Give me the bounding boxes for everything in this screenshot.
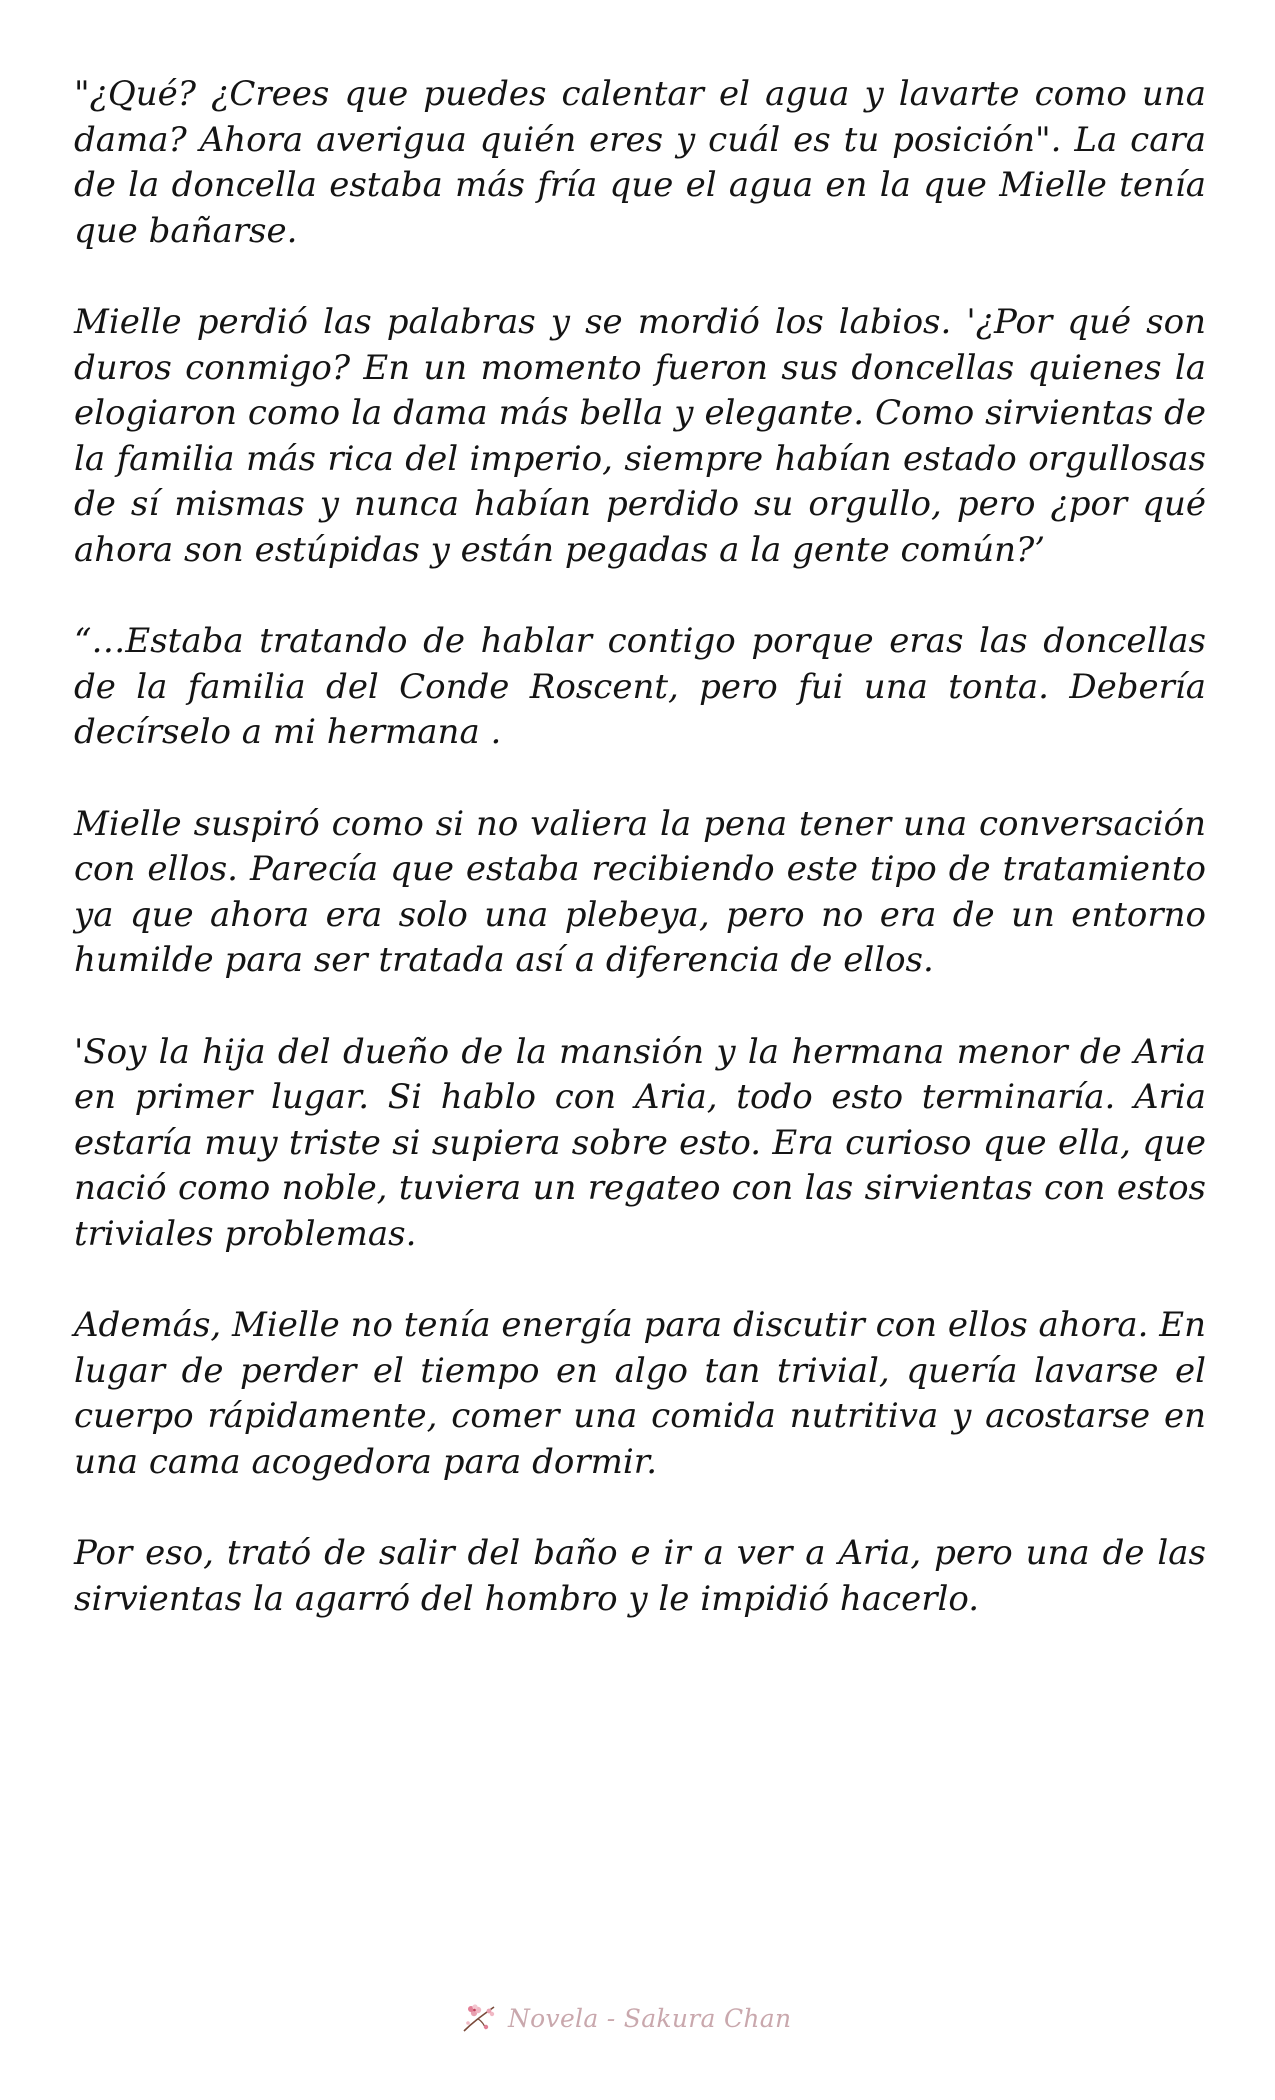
document-body bbox=[74, 72, 1206, 1668]
paragraph-1: "¿Qué? ¿Crees que puedes calentar el agua y lavarte como una dama? Ahora averigua quién eres y cuál es tu posición". La cara de la doncella estaba más fría que el agua en la que Mielle tenía que bañarse. bbox=[74, 74, 1206, 251]
paragraph-4: Mielle suspiró como si no valiera la pena tener una conversación con ellos. Parecía que estaba recibiendo este tipo de tratamiento ya que ahora era solo una plebeya, pero no era de un entorno humilde para ser tratada así a diferencia de ellos. bbox=[74, 803, 1206, 980]
paragraph-7: Por eso, trató de salir del baño e ir a ver a Aria, pero una de las sirvientas la agarró del hombro y le impidió hacerlo. bbox=[74, 1533, 1206, 1619]
watermark-text: Novela - Sakura Chan bbox=[508, 2003, 792, 2033]
watermark bbox=[460, 1998, 840, 2038]
cherry-blossom-icon bbox=[460, 2001, 500, 2035]
paragraph-5: 'Soy la hija del dueño de la mansión y la hermana menor de Aria en primer lugar. Si hablo con Aria, todo esto terminaría. Aria estaría muy triste si supiera sobre esto. Era curioso que ella, que nació como noble, tuviera un regateo con las sirvientas con estos triviales problemas. bbox=[74, 1031, 1206, 1254]
paragraph-2: Mielle perdió las palabras y se mordió los labios. '¿Por qué son duros conmigo? En un momento fueron sus doncellas quienes la elogiaron como la dama más bella y elegante. Como sirvientas de la familia más rica del imperio, siempre habían estado orgullosas de sí mismas y nunca habían perdido su orgullo, pero ¿por qué ahora son estúpidas y están pegadas a la gente común?’ bbox=[74, 302, 1206, 570]
paragraph-6: Además, Mielle no tenía energía para discutir con ellos ahora. En lugar de perder el tiempo en algo tan trivial, quería lavarse el cuerpo rápidamente, comer una comida nutritiva y acostarse en una cama acogedora para dormir. bbox=[74, 1305, 1206, 1482]
paragraph-3: “…Estaba tratando de hablar contigo porque eras las doncellas de la familia del Conde Roscent, pero fui una tonta. Debería decírselo a mi hermana . bbox=[74, 621, 1206, 752]
